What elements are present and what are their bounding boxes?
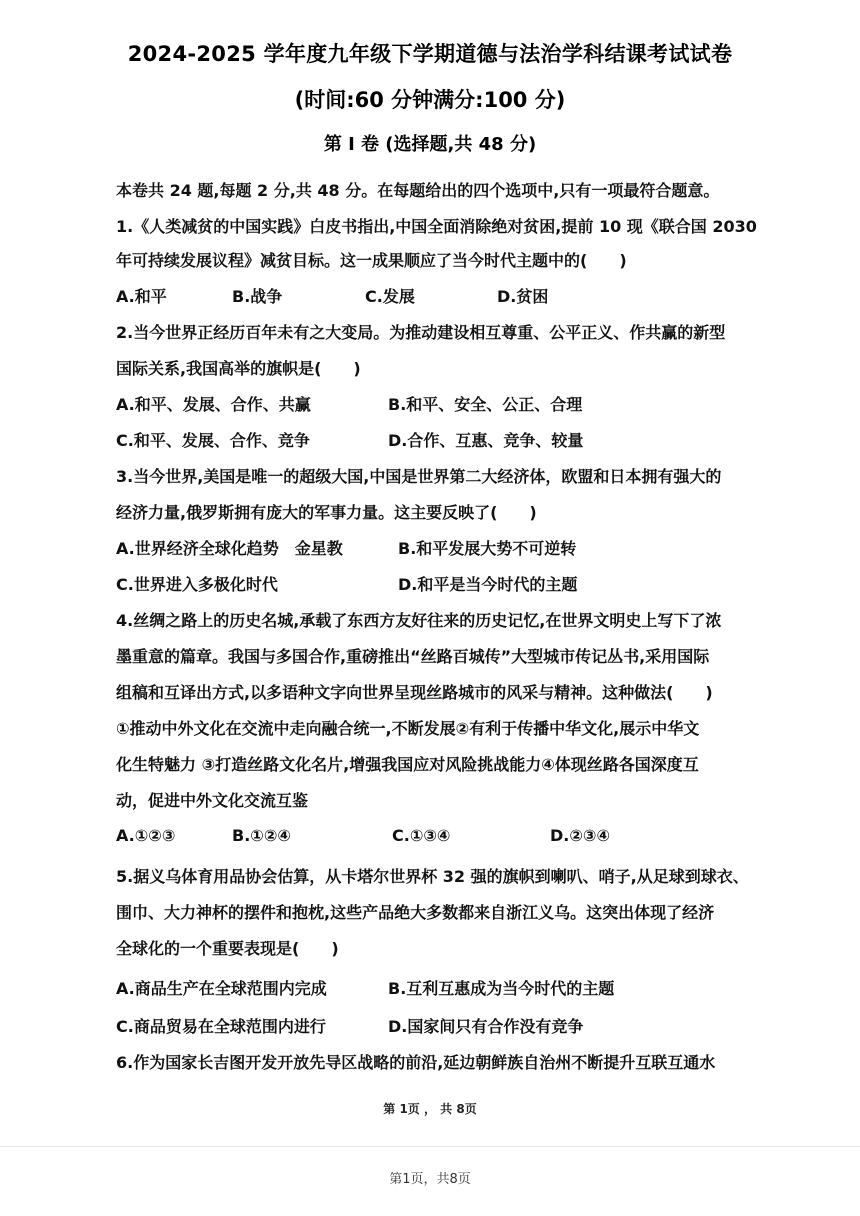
q4-stem-line1: 4.丝绸之路上的历史名城,承载了东西方友好往来的历史记忆,在世界文明史上写下了浓	[116, 611, 722, 630]
q3-option-c: C.世界进入多极化时代	[116, 575, 278, 594]
q4-option-b: B.①②④	[232, 826, 291, 845]
q5-option-a: A.商品生产在全球范围内完成	[116, 979, 327, 998]
q2-option-c: C.和平、发展、合作、竞争	[116, 431, 310, 450]
q4-option-c: C.①③④	[392, 826, 451, 845]
q4-stem-line6: 动，促进中外文化交流互鉴	[116, 791, 309, 810]
q2-option-d: D.合作、互惠、竞争、较量	[388, 431, 584, 450]
q2-option-a: A.和平、发展、合作、共赢	[116, 395, 311, 414]
q5-option-d: D.国家间只有合作没有竞争	[388, 1017, 584, 1036]
q1-stem-line2: 年可持续发展议程》减贫目标。这一成果顺应了当今时代主题中的( )	[116, 251, 627, 270]
page-number-outer: 第1页，共8页	[389, 1172, 471, 1187]
q4-stem-line3: 组稿和互译出方式,以多语种文字向世界呈现丝路城市的风采与精神。这种做法( )	[116, 683, 713, 702]
q3-option-d: D.和平是当今时代的主题	[398, 575, 578, 594]
q5-stem-line2: 围巾、大力神杯的摆件和抱枕,这些产品绝大多数都来自浙江义乌。这突出体现了经济	[116, 903, 715, 922]
q1-option-a: A.和平	[116, 287, 167, 306]
q5-option-c: C.商品贸易在全球范围内进行	[116, 1017, 326, 1036]
q4-option-d: D.②③④	[550, 826, 610, 845]
exam-title: 2024-2025 学年度九年级下学期道德与法治学科结课考试试卷	[127, 42, 733, 66]
q3-option-a: A.世界经济全球化趋势 金星教	[116, 539, 343, 558]
q4-stem-line2: 墨重意的篇章。我国与多国合作,重磅推出“丝路百城传”大型城市传记丛书,采用国际	[116, 647, 710, 666]
section-heading: 第 I 卷 (选择题,共 48 分)	[323, 134, 537, 155]
page-divider	[0, 1146, 860, 1147]
q2-option-b: B.和平、安全、公正、合理	[388, 395, 583, 414]
exam-subtitle: (时间:60 分钟满分:100 分)	[294, 88, 566, 112]
q4-stem-line5: 化生特魅力 ③打造丝路文化名片,增强我国应对风险挑战能力④体现丝路各国深度互	[116, 755, 699, 774]
q3-stem-line2: 经济力量,俄罗斯拥有庞大的军事力量。这主要反映了( )	[116, 503, 537, 522]
q1-option-b: B.战争	[232, 287, 283, 306]
q1-stem-line1: 1.《人类减贫的中国实践》白皮书指出,中国全面消除绝对贫困,提前 10 现《联合国 2030	[116, 217, 757, 236]
q5-stem-line3: 全球化的一个重要表现是( )	[116, 939, 339, 958]
page-number-inner: 第 1页 ， 共 8页	[383, 1102, 477, 1116]
q1-option-c: C.发展	[365, 287, 415, 306]
q6-stem-line1: 6.作为国家长吉图开发开放先导区战略的前沿,延边朝鲜族自治州不断提升互联互通水	[116, 1053, 716, 1072]
q2-stem-line1: 2.当今世界正经历百年未有之大变局。为推动建设相互尊重、公平正义、作共赢的新型	[116, 323, 726, 342]
q4-option-a: A.①②③	[116, 826, 176, 845]
q4-stem-line4: ①推动中外文化在交流中走向融合统一,不断发展②有利于传播中华文化,展示中华文	[116, 719, 700, 738]
instructions: 本卷共 24 题,每题 2 分,共 48 分。在每题给出的四个选项中,只有一项最符合题意。	[116, 181, 720, 200]
q3-option-b: B.和平发展大势不可逆转	[398, 539, 577, 558]
q2-stem-line2: 国际关系,我国高举的旗帜是( )	[116, 359, 361, 378]
q5-stem-line1: 5.据义乌体育用品协会估算，从卡塔尔世界杯 32 强的旗帜到喇叭、哨子,从足球到球衣、	[116, 867, 749, 886]
q1-option-d: D.贫困	[497, 287, 549, 306]
q3-stem-line1: 3.当今世界,美国是唯一的超级大国,中国是世界第二大经济体，欧盟和日本拥有强大的	[116, 467, 722, 486]
q5-option-b: B.互利互惠成为当今时代的主题	[388, 979, 615, 998]
